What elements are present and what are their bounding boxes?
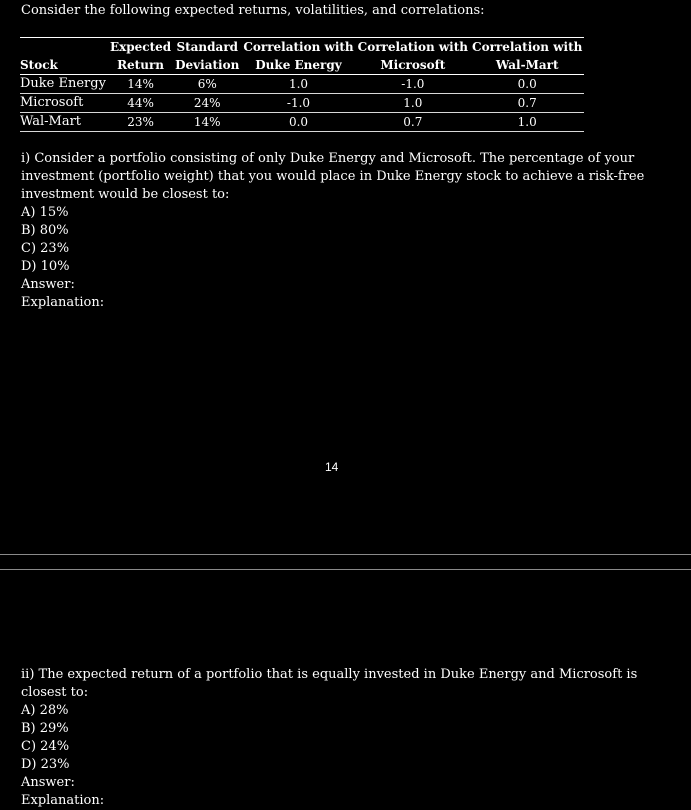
intro-text: Consider the following expected returns, volatilities, and correlations: (21, 3, 485, 18)
header-cell: Duke Energy (241, 56, 355, 75)
question-2 (21, 666, 671, 810)
explanation-label: Explanation: (21, 295, 105, 310)
table-header-row-2 (20, 56, 584, 75)
header-cell: Standard (176, 40, 239, 54)
choice-c: C) 24% (21, 739, 70, 754)
choice-d: D) 10% (21, 259, 70, 274)
header-cell: Return (108, 56, 173, 75)
header-cell: Correlation with (357, 40, 469, 54)
header-cell: Correlation with (243, 40, 354, 54)
header-cell: Microsoft (356, 56, 470, 75)
table-cell: 44% (108, 94, 173, 113)
question-2-text: ii) The expected return of a portfolio that is equally invested in Duke Energy and Microsoft is closest to: (21, 667, 638, 700)
choice-b: B) 29% (21, 721, 69, 736)
choice-b: B) 80% (21, 223, 69, 238)
page-divider (0, 569, 691, 570)
table-cell: 1.0 (470, 113, 584, 132)
answer-label: Answer: (21, 775, 75, 790)
question-1-text: i) Consider a portfolio consisting of only Duke Energy and Microsoft. The percentage of your investment (portfolio weight) that you would place in Duke Energy stock to achieve a risk-free investment would be closest to: (21, 151, 645, 202)
page-number: 14 (325, 460, 339, 474)
table-cell: Microsoft (20, 94, 108, 113)
table-cell: -1.0 (241, 94, 355, 113)
header-cell (20, 38, 108, 57)
choice-a: A) 28% (21, 703, 69, 718)
header-cell: Deviation (173, 56, 241, 75)
table-row (20, 113, 584, 132)
table-cell: 23% (108, 113, 173, 132)
table-cell: 1.0 (356, 94, 470, 113)
table-row (20, 75, 584, 94)
table-cell: Duke Energy (20, 75, 108, 94)
header-cell: Stock (20, 56, 108, 75)
table-cell: 0.0 (241, 113, 355, 132)
table-cell: 24% (173, 94, 241, 113)
table-cell: -1.0 (356, 75, 470, 94)
choice-c: C) 23% (21, 241, 70, 256)
choice-d: D) 23% (21, 757, 70, 772)
header-cell: Correlation with (472, 40, 583, 54)
table-header-row-1 (20, 38, 584, 57)
question-1 (21, 150, 661, 312)
returns-correlation-table (20, 37, 583, 132)
table-cell: 1.0 (241, 75, 355, 94)
table-cell: 14% (173, 113, 241, 132)
table-cell: 0.7 (470, 94, 584, 113)
table-cell: 6% (173, 75, 241, 94)
table-row (20, 94, 584, 113)
header-cell: Expected (109, 40, 172, 54)
table-cell: Wal-Mart (20, 113, 108, 132)
table-cell: 0.0 (470, 75, 584, 94)
page-divider (0, 554, 691, 555)
choice-a: A) 15% (21, 205, 69, 220)
answer-label: Answer: (21, 277, 75, 292)
table-cell: 14% (108, 75, 173, 94)
data-table (20, 37, 584, 132)
table-cell: 0.7 (356, 113, 470, 132)
explanation-label: Explanation: (21, 793, 105, 808)
header-cell: Wal-Mart (470, 56, 584, 75)
